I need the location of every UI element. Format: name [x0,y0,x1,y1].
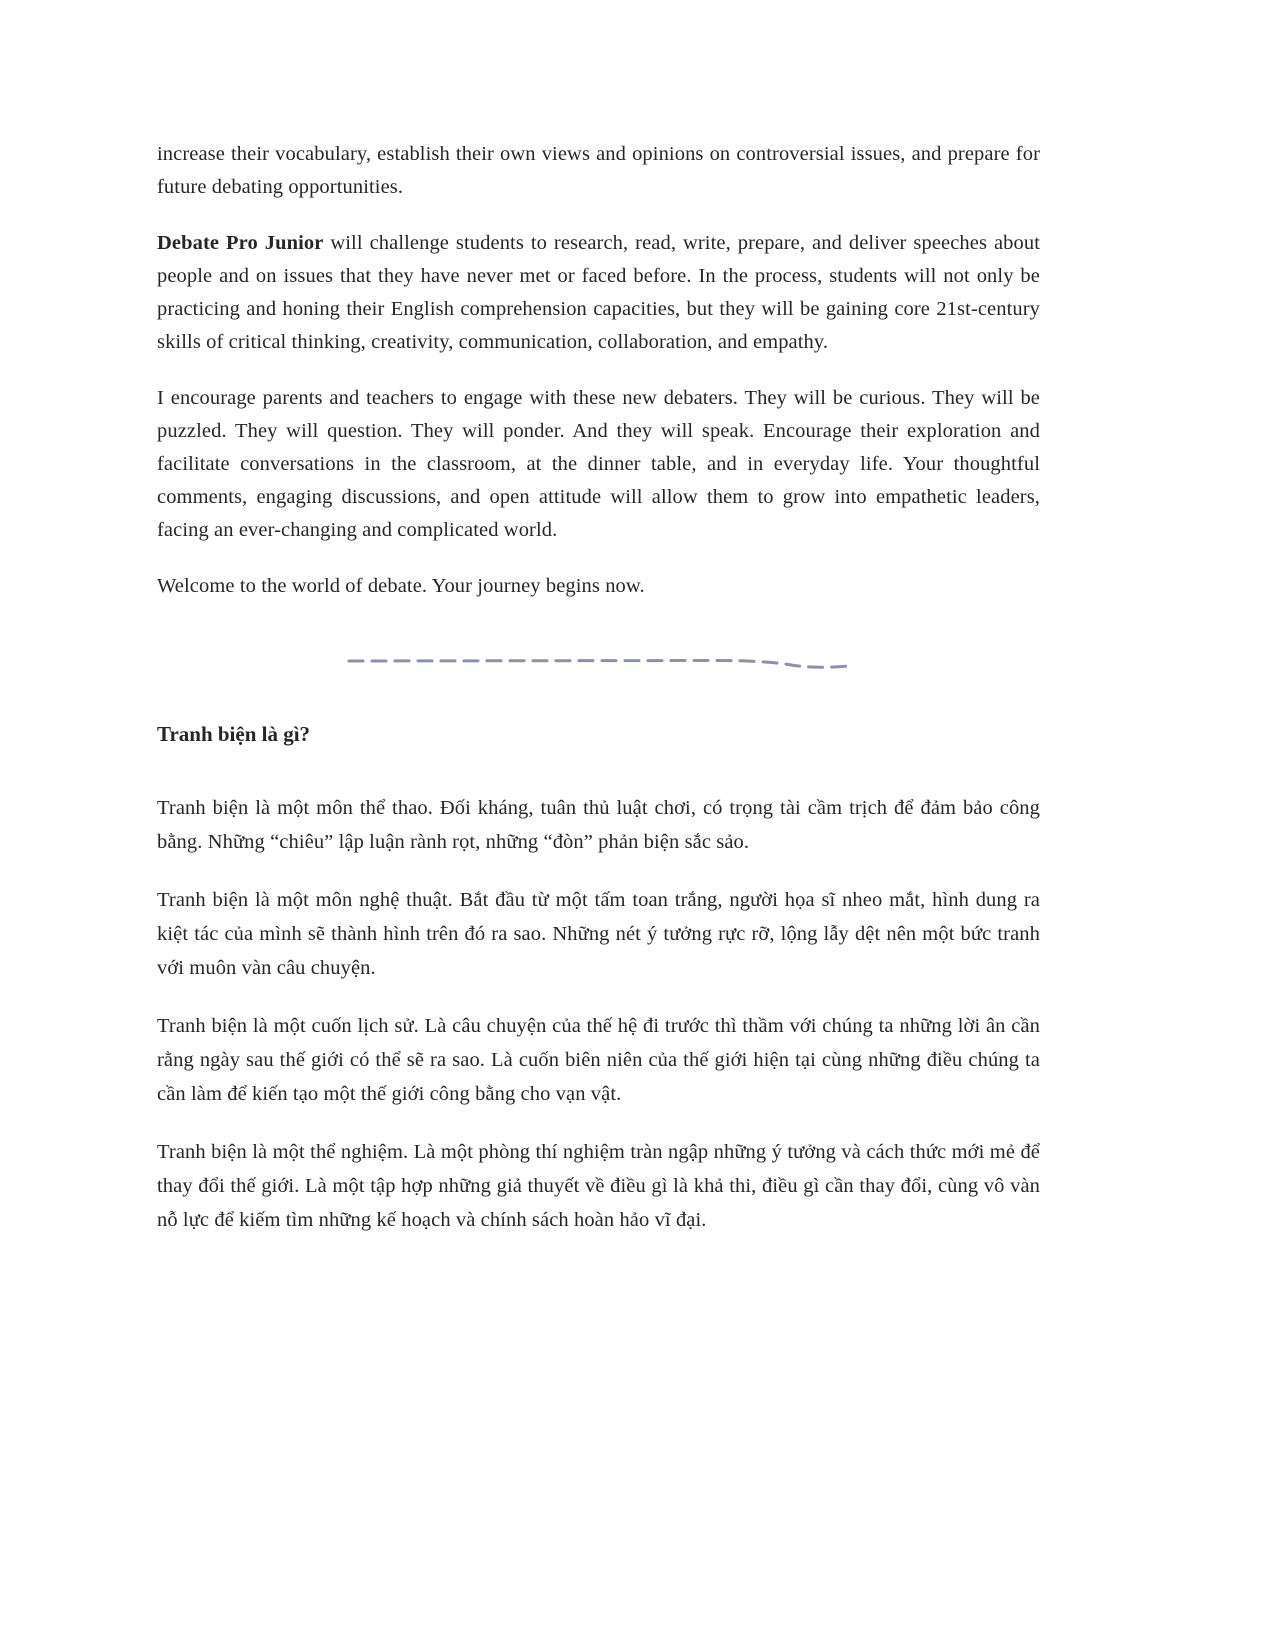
dashed-divider-icon [346,655,851,673]
paragraph-vietnamese-1: Tranh biện là một môn thể thao. Đối kháng, tuân thủ luật chơi, có trọng tài cầm trịch để đảm bảo công bằng. Những “chiêu” lập luận rành rọt, những “đòn” phản biện sắc sảo. [157,797,1040,854]
page-content [157,138,1040,1261]
section-divider [157,655,1040,673]
paragraph-english-4: Welcome to the world of debate. Your journey begins now. [157,575,645,597]
bold-lead-debate-pro-junior: Debate Pro Junior [157,232,324,254]
paragraph-english-2-rest: will challenge students to research, read, write, prepare, and deliver speeches about people and on issues that they have never met or faced before. In the process, students will not only be practicing and honing their English comprehension capacities, but they will be gaining core 21st-century skills of critical thinking, creativity, communication, collaboration, and empathy. [157,232,1041,353]
paragraph-vietnamese-2: Tranh biện là một môn nghệ thuật. Bắt đầu từ một tấm toan trắng, người họa sĩ nheo mắt, hình dung ra kiệt tác của mình sẽ thành hình trên đó ra sao. Những nét ý tưởng rực rỡ, lộng lẫy dệt nên một bức tranh với muôn vàn câu chuyện. [157,889,1040,980]
paragraph-vietnamese-4: Tranh biện là một thể nghiệm. Là một phòng thí nghiệm tràn ngập những ý tưởng và cách thức mới mẻ để thay đổi thế giới. Là một tập hợp những giả thuyết về điều gì là khả thi, điều gì cần thay đổi, cùng vô vàn nỗ lực để kiếm tìm những kế hoạch và chính sách hoàn hảo vĩ đại. [157,1141,1040,1232]
paragraph-english-2 [157,227,1040,359]
paragraph-english-3: I encourage parents and teachers to engage with these new debaters. They will be curious. They will be puzzled. They will question. They will ponder. And they will speak. Encourage their exploration and facilitate conversations in the classroom, at the dinner table, and in everyday life. Your thoughtful comments, engaging discussions, and open attitude will allow them to grow into empathetic leaders, facing an ever-changing and complicated world. [157,387,1040,541]
paragraph-vietnamese-3: Tranh biện là một cuốn lịch sử. Là câu chuyện của thế hệ đi trước thì thầm với chúng ta những lời ân cần rằng ngày sau thế giới có thể sẽ ra sao. Là cuốn biên niên của thế giới hiện tại cùng những điều chúng ta cần làm để kiến tạo một thế giới công bằng cho vạn vật. [157,1015,1040,1106]
vietnamese-section-heading: Tranh biện là gì? [157,722,311,747]
paragraph-english-1: increase their vocabulary, establish their own views and opinions on controversial issues, and prepare for future debating opportunities. [157,143,1040,198]
